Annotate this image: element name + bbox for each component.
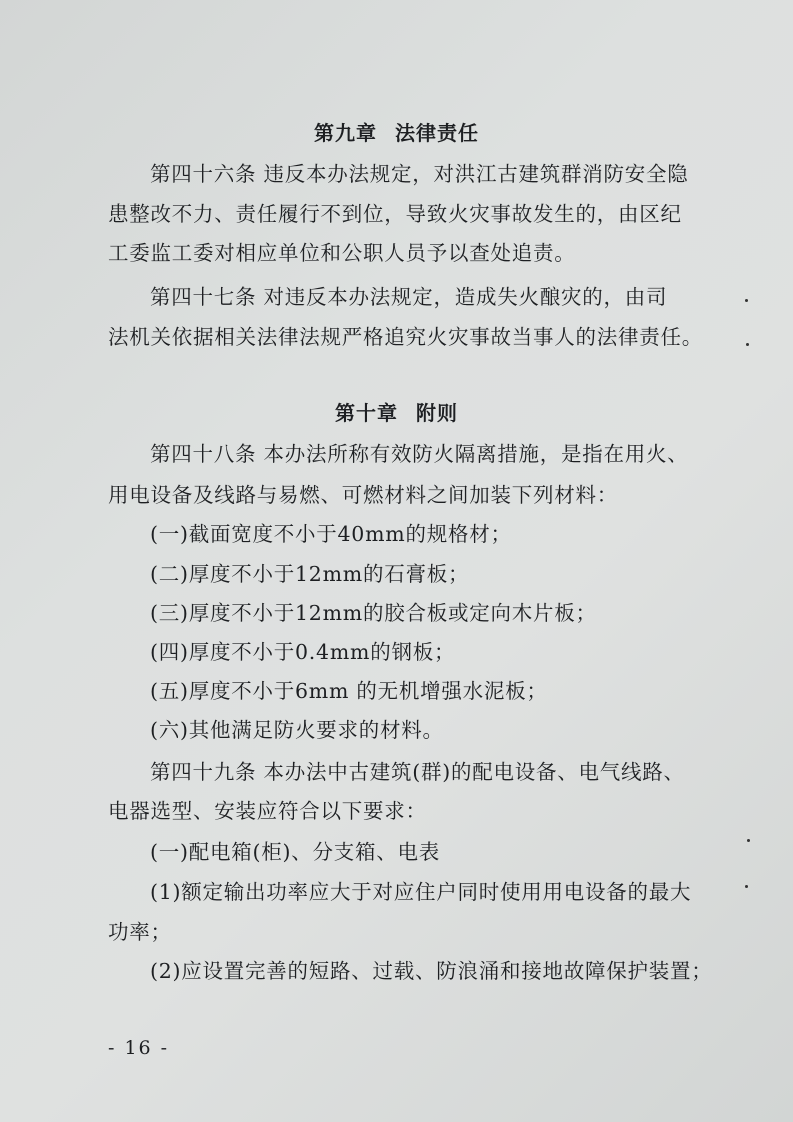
article-49-line-1: 第四十九条 本办法中古建筑(群)的配电设备、电气线路、 — [150, 760, 685, 784]
article-49-item-4: (2)应设置完善的短路、过载、防浪涌和接地故障保护装置； — [150, 959, 713, 983]
article-48-item-3: (三)厚度不小于12mm的胶合板或定向木片板； — [150, 601, 597, 625]
chapter-9-title: 法律责任 — [395, 121, 479, 145]
scan-speck — [747, 839, 750, 842]
chapter-9-number: 第九章 — [314, 121, 377, 145]
article-46-line-3: 工委监工委对相应单位和公职人员予以查处追责。 — [108, 241, 576, 265]
chapter-10-heading — [0, 399, 793, 427]
article-48-item-1: (一)截面宽度不小于40mm的规格材； — [150, 522, 512, 546]
article-49-item-1: (一)配电箱(柜)、分支箱、电表 — [150, 840, 440, 864]
page-number: - 16 - — [108, 1037, 170, 1059]
scan-speck — [745, 885, 748, 888]
article-49-item-2: (1)额定输出功率应大于对应住户同时使用用电设备的最大 — [150, 880, 692, 904]
article-48-line-2: 用电设备及线路与易燃、可燃材料之间加装下列材料： — [108, 483, 618, 507]
chapter-10-title: 附则 — [416, 401, 458, 425]
article-49-line-2: 电器选型、安装应符合以下要求： — [108, 799, 427, 823]
article-48-item-5: (五)厚度不小于6mm 的无机增强水泥板； — [150, 679, 548, 703]
article-46-line-2: 患整改不力、责任履行不到位，导致火灾事故发生的，由区纪 — [108, 202, 682, 226]
scan-speck — [746, 343, 749, 346]
article-48-item-6: (六)其他满足防火要求的材料。 — [150, 718, 444, 742]
scan-speck — [745, 299, 748, 302]
article-48-item-2: (二)厚度不小于12mm的石膏板； — [150, 562, 470, 586]
article-48-line-1: 第四十八条 本办法所称有效防火隔离措施，是指在用火、 — [150, 442, 689, 466]
article-47-line-1: 第四十七条 对违反本办法规定，造成失火酿灾的，由司 — [150, 285, 668, 309]
chapter-10-number: 第十章 — [335, 401, 398, 425]
article-47-line-2: 法机关依据相关法律法规严格追究火灾事故当事人的法律责任。 — [108, 325, 703, 349]
article-49-item-3: 功率； — [108, 920, 172, 944]
article-46-line-1: 第四十六条 违反本办法规定，对洪江古建筑群消防安全隐 — [150, 162, 689, 186]
chapter-9-heading — [0, 119, 793, 147]
article-48-item-4: (四)厚度不小于0.4mm的钢板； — [150, 640, 456, 664]
